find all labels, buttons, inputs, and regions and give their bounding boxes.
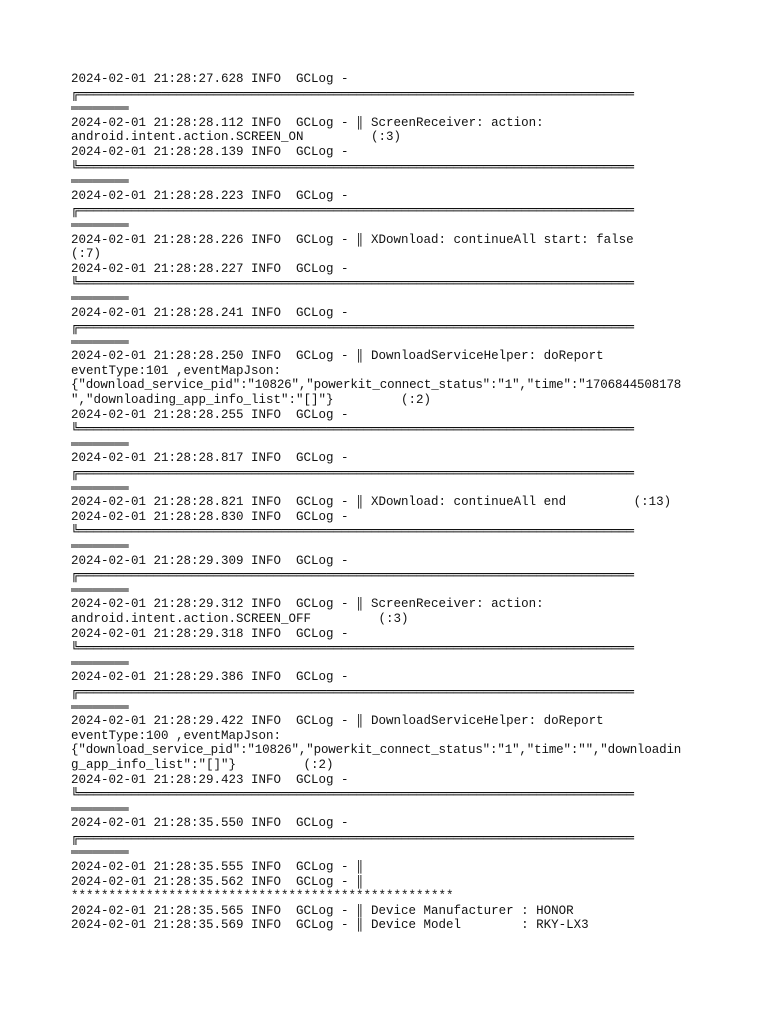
log-box-top-border: ╔══════════════════════════════════════════════════════════════════════════ [71,203,634,218]
log-line-json: {"download_service_pid":"10826","powerkit_connect_status":"1","time":"1706844508178 [71,378,682,393]
log-line-json: ","downloading_app_info_list":"[]"} (:2) [71,393,432,408]
log-box-top-border: ╔══════════════════════════════════════════════════════════════════════════ [71,320,634,335]
log-box-bottom-border: ╚══════════════════════════════════════════════════════════════════════════ [71,641,634,656]
log-box-top-border: ╔══════════════════════════════════════════════════════════════════════════ [71,568,634,583]
log-box-border-wrap: ════════ [71,101,129,116]
log-box-border-wrap: ════════ [71,655,129,670]
log-box-bottom-border: ╚══════════════════════════════════════════════════════════════════════════ [71,787,634,802]
log-line: 2024-02-01 21:28:29.312 INFO GCLog - ║ ScreenReceiver: action: [71,597,544,612]
log-box-top-border: ╔══════════════════════════════════════════════════════════════════════════ [71,684,634,699]
log-line: 2024-02-01 21:28:28.223 INFO GCLog - [71,188,349,203]
log-line: 2024-02-01 21:28:35.569 INFO GCLog - ║ Device Model : RKY-LX3 [71,918,589,933]
log-line: 2024-02-01 21:28:28.817 INFO GCLog - [71,451,349,466]
log-line: eventType:100 ,eventMapJson: [71,728,282,743]
log-line: 2024-02-01 21:28:35.555 INFO GCLog - ║ [71,860,364,875]
log-line: 2024-02-01 21:28:28.112 INFO GCLog - ║ ScreenReceiver: action: [71,115,544,130]
log-line: 2024-02-01 21:28:29.422 INFO GCLog - ║ DownloadServiceHelper: doReport [71,714,604,729]
log-line: 2024-02-01 21:28:29.423 INFO GCLog - [71,772,349,787]
log-line: eventType:101 ,eventMapJson: [71,363,282,378]
log-box-border-wrap: ════════ [71,217,129,232]
log-box-border-wrap: ════════ [71,436,129,451]
log-line: 2024-02-01 21:28:35.565 INFO GCLog - ║ Device Manufacturer : HONOR [71,903,574,918]
log-box-bottom-border: ╚══════════════════════════════════════════════════════════════════════════ [71,276,634,291]
log-box-top-border: ╔══════════════════════════════════════════════════════════════════════════ [71,466,634,481]
log-line: 2024-02-01 21:28:28.250 INFO GCLog - ║ DownloadServiceHelper: doReport [71,349,604,364]
log-line: 2024-02-01 21:28:28.241 INFO GCLog - [71,305,349,320]
log-line: 2024-02-01 21:28:28.227 INFO GCLog - [71,261,349,276]
log-line: 2024-02-01 21:28:27.628 INFO GCLog - [71,72,349,86]
log-line: 2024-02-01 21:28:29.309 INFO GCLog - [71,553,349,568]
log-document [71,72,701,933]
log-separator-stars: *************************************************** [71,889,454,904]
log-line: 2024-02-01 21:28:28.830 INFO GCLog - [71,509,349,524]
log-box-border-wrap: ════════ [71,480,129,495]
log-box-border-wrap: ════════ [71,699,129,714]
log-box-bottom-border: ╚══════════════════════════════════════════════════════════════════════════ [71,422,634,437]
log-line: (:7) [71,247,102,262]
log-line-json: g_app_info_list":"[]"} (:2) [71,757,334,772]
log-box-border-wrap: ════════ [71,801,129,816]
log-line: 2024-02-01 21:28:29.318 INFO GCLog - [71,626,349,641]
log-line: android.intent.action.SCREEN_OFF (:3) [71,611,409,626]
log-box-top-border: ╔══════════════════════════════════════════════════════════════════════════ [71,86,634,101]
log-box-border-wrap: ════════ [71,334,129,349]
log-line: 2024-02-01 21:28:28.139 INFO GCLog - [71,144,349,159]
log-line: 2024-02-01 21:28:35.562 INFO GCLog - ║ [71,874,364,889]
log-box-border-wrap: ════════ [71,174,129,189]
log-line: 2024-02-01 21:28:35.550 INFO GCLog - [71,816,349,831]
log-box-border-wrap: ════════ [71,539,129,553]
log-box-border-wrap: ════════ [71,290,129,305]
log-line: 2024-02-01 21:28:28.255 INFO GCLog - [71,407,349,422]
log-box-bottom-border: ╚══════════════════════════════════════════════════════════════════════════ [71,524,634,539]
log-line: 2024-02-01 21:28:28.821 INFO GCLog - ║ XDownload: continueAll end (:13) [71,495,672,510]
log-line-json: {"download_service_pid":"10826","powerkit_connect_status":"1","time":"","downloadin [71,743,682,758]
log-box-border-wrap: ════════ [71,582,129,597]
log-box-border-wrap: ════════ [71,845,129,860]
log-line: 2024-02-01 21:28:28.226 INFO GCLog - ║ XDownload: continueAll start: false [71,232,634,247]
log-box-bottom-border: ╚══════════════════════════════════════════════════════════════════════════ [71,159,634,174]
log-line: android.intent.action.SCREEN_ON (:3) [71,130,402,145]
log-line: 2024-02-01 21:28:29.386 INFO GCLog - [71,670,349,685]
log-box-top-border: ╔══════════════════════════════════════════════════════════════════════════ [71,830,634,845]
